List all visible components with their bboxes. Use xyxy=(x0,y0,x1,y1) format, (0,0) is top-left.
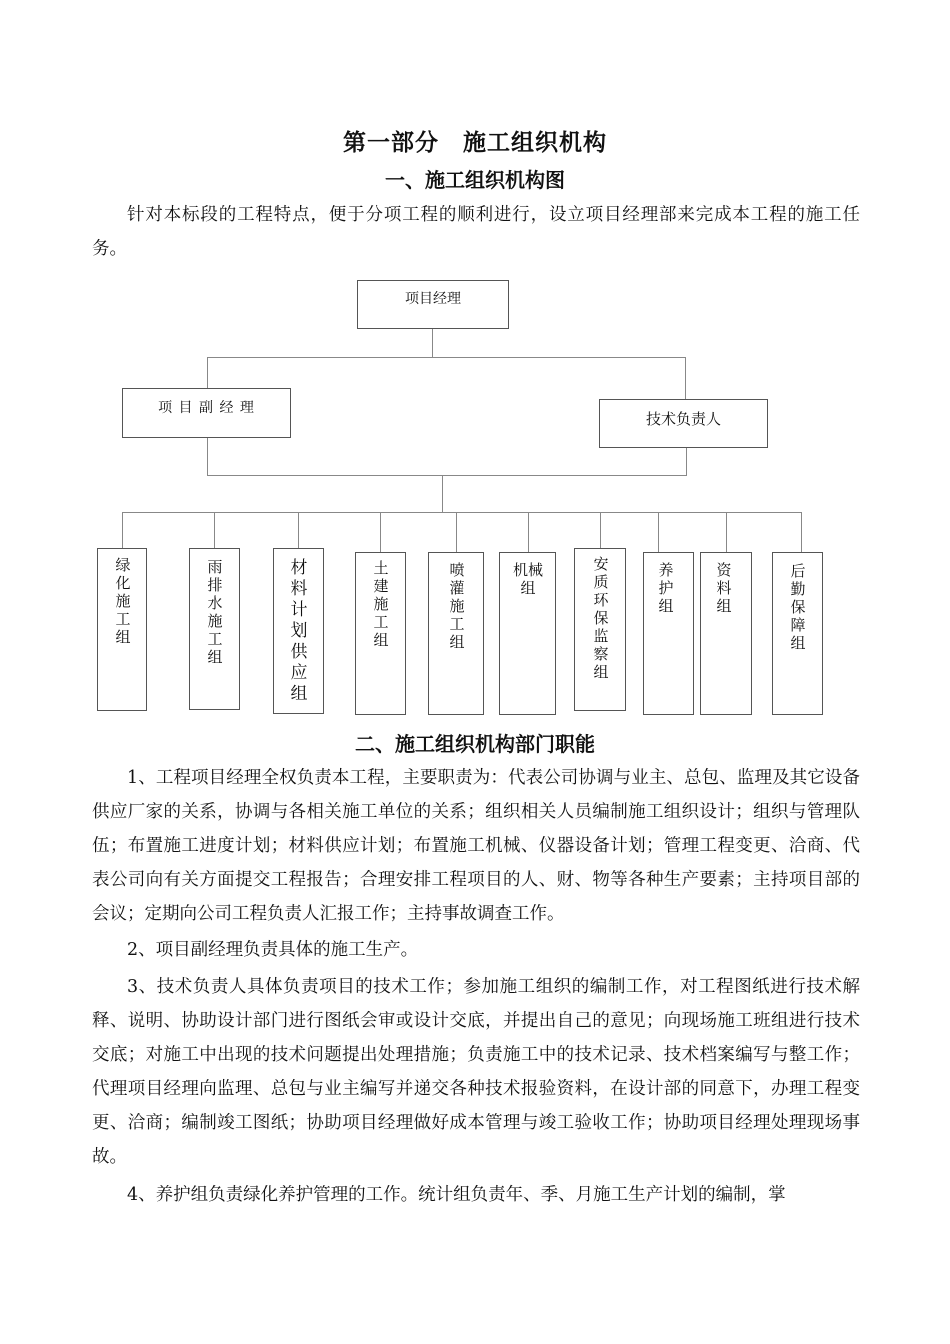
section2-title: 二、施工组织机构部门职能 xyxy=(355,732,595,756)
org-group-label: 养护组 xyxy=(658,561,674,615)
part-title: 第一部分 施工组织机构 xyxy=(343,130,607,156)
org-box-group xyxy=(428,552,484,715)
org-group-label: 喷灌施工组 xyxy=(449,561,465,651)
org-group-label: 资料组 xyxy=(716,561,732,615)
org-label-manager: 项目经理 xyxy=(405,291,461,307)
org-label-deputy-manager: 项 目 副 经 理 xyxy=(158,400,255,416)
org-box-group xyxy=(189,548,240,710)
duty-paragraph-4: 4、养护组负责绿化养护管理的工作。统计组负责年、季、月施工生产计划的编制，掌 xyxy=(127,1185,786,1205)
org-box-group xyxy=(499,552,556,715)
org-box-group xyxy=(273,548,324,714)
org-group-label: 安质环保监察组 xyxy=(593,555,609,681)
org-group-label: 绿化施工组 xyxy=(115,556,131,646)
org-group-label: 后勤保障组 xyxy=(790,562,806,652)
intro-paragraph: 针对本标段的工程特点，便于分项工程的顺利进行，设立项目经理部来完成本工程的施工任务。 xyxy=(92,205,860,259)
org-box-group xyxy=(355,552,406,715)
org-label-tech-lead: 技术负责人 xyxy=(645,410,721,428)
org-group-label: 机械组 xyxy=(512,561,543,597)
duty-paragraph-2: 2、项目副经理负责具体的施工生产。 xyxy=(127,940,419,960)
section1-title: 一、施工组织机构图 xyxy=(385,168,565,192)
org-box-group xyxy=(97,548,147,711)
org-group-label: 材料计划供应组 xyxy=(290,558,308,704)
org-box-group xyxy=(574,548,626,711)
org-box-group xyxy=(700,552,752,715)
org-group-label: 雨排水施工组 xyxy=(207,558,223,666)
duty-paragraph-3: 3、技术负责人具体负责项目的技术工作；参加施工组织的编制工作，对工程图纸进行技术解释、说明、协助设计部门进行图纸会审或设计交底，并提出自己的意见；向现场施工班组进行技术交底；对施工中出现的技术问题提出处理措施；负责施工中的技术记录、技术档案编写与整工作；代理项目经理向监理、总包与业主编写并递交各种技术报验资料，在设计部的同意下，办理工程变更、洽商；编制竣工图纸；协助项目经理做好成本管理与竣工验收工作；协助项目经理处理现场事故。 xyxy=(92,977,860,1167)
org-group-label: 土建施工组 xyxy=(373,559,389,649)
org-box-manager xyxy=(357,280,509,329)
org-box-group xyxy=(772,552,823,715)
org-box-tech-lead xyxy=(599,399,768,448)
org-box-deputy-manager xyxy=(122,388,291,438)
duty-paragraph-1: 1、工程项目经理全权负责本工程，主要职责为：代表公司协调与业主、总包、监理及其它设备供应厂家的关系，协调与各相关施工单位的关系；组织相关人员编制施工组织设计；组织与管理队伍；布置施工进度计划；材料供应计划；布置施工机械、仪器设备计划；管理工程变更、洽商、代表公司向有关方面提交工程报告；合理安排工程项目的人、财、物等各种生产要素；主持项目部的会议；定期向公司工程负责人汇报工作；主持事故调查工作。 xyxy=(92,768,860,924)
org-box-group xyxy=(643,552,694,715)
